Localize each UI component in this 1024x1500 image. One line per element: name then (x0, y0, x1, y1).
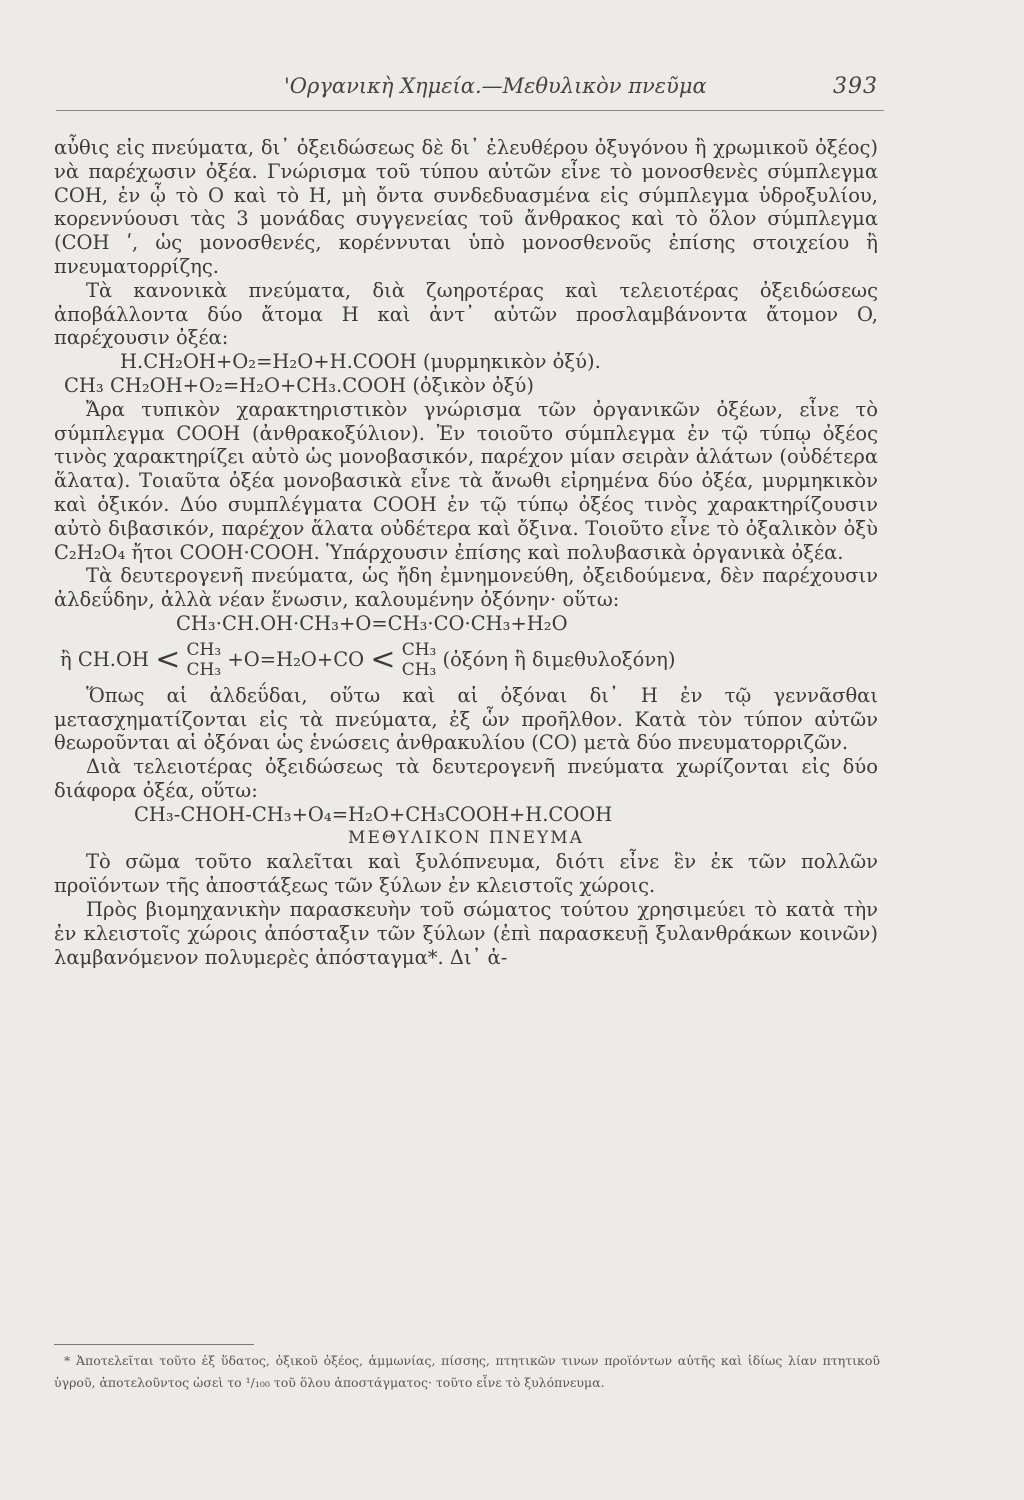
paragraph-1: αὖθις εἰς πνεύματα, δι᾽ ὀξειδώσεως δὲ δι᾽ ἐλευθέρου ὀξυγόνου ἢ χρωμικοῦ ὀξέος) νὰ παρέχωσιν ὀξέα. Γνώρισμα τοῦ τύπου αὐτῶν εἶνε τὸ μονοσθενὲς σύμπλεγμα COH, ἐν ᾧ τὸ O καὶ τὸ H, μὴ ὄντα συνδεδυασμένα εἰς σύμπλεγμα ὑδροξυλίου, κορεννύουσι τὰς 3 μονάδας συγγενείας τοῦ ἄνθρακος καὶ τὸ ὅλον σύμπλεγμα (COH ʹ, ὡς μονοσθενές, κορέννυται ὑπὸ μονοσθενοῦς ἐπίσης στοιχείου ἢ πνευματορρίζης. (54, 136, 878, 278)
formula-suffix: (ὀξόνη ἢ διμεθυλοξόνη) (442, 647, 676, 671)
footnotes (54, 1350, 880, 1394)
formula-ketone-branched (54, 636, 878, 684)
formula-secondary-oxidation: CH₃-CHOH-CH₃+O₄=H₂O+CH₃COOH+H.COOH (134, 802, 613, 826)
footnote-1: * Ἀποτελεῖται τοῦτο ἐξ ὕδατος, ὀξικοῦ ὀξέος, ἀμμωνίας, πίσσης, πτητικῶν τινων προϊόντων αὐτῆς καὶ ἰδίως λίαν πτητικοῦ ὑγροῦ, ἀποτελοῦντος ὡσεὶ το ¹/₁₀₀ τοῦ ὅλου ἀποστάγματος· τοῦτο εἶνε τὸ ξυλόπνευμα. (54, 1353, 880, 1390)
branch-group-2 (402, 640, 437, 680)
formula-formic-acid: H.CH₂OH+O₂=H₂O+H.COOH (μυρμηκικὸν ὀξύ). (120, 350, 601, 374)
formula-ketone-oxidation: CH₃·CH.OH·CH₃+O=CH₃·CO·CH₃+H₂O (176, 611, 568, 635)
paragraph-2: Τὰ κανονικὰ πνεύματα, διὰ ζωηροτέρας καὶ τελειοτέρας ὀξειδώσεως ἀποβάλλοντα δύο ἄτομα H καὶ ἀντ᾽ αὐτῶν προσλαμβάνοντα ἄτομον O, παρέχουσιν ὀξέα: (54, 278, 878, 350)
branch-top-label: CH₃ (186, 640, 222, 661)
paragraph-3: Ἄρα τυπικὸν χαρακτηριστικὸν γνώρισμα τῶν ὀργανικῶν ὀξέων, εἶνε τὸ σύμπλεγμα COOH (ἀνθρακοξύλιον). Ἐν τοιοῦτο σύμπλεγμα ἐν τῷ τύπῳ ὀξέος τινὸς χαρακτηρίζει αὐτὸ ὡς μονοβασικόν, παρέχον μίαν σειρὰν ἁλάτων (οὐδέτερα ἅλατα). Τοιαῦτα ὀξέα μονοβασικὰ εἶνε τὰ ἄνωθι εἰρημένα δύο ὀξέα, μυρμηκικὸν καὶ ὀξικόν. Δύο συμπλέγματα COOH ἐν τῷ τύπῳ ὀξέος τινὸς χαρακτηρίζουσιν αὐτὸ διβασικόν, παρέχον ἅλατα οὐδέτερα καὶ ὄξινα. Τοιοῦτο εἶνε τὸ ὀξαλικὸν ὀξὺ C₂H₂O₄ ἤτοι COOH·COOH. Ὑπάρχουσιν ἐπίσης καὶ πολυβασικὰ ὀργανικὰ ὀξέα. (54, 397, 878, 564)
formula-acetic-acid: CH₃ CH₂OH+O₂=H₂O+CH₃.COOH (ὀξικὸν ὀξύ) (64, 373, 534, 397)
running-title: 'Οργανικὴ Χημεία.—Μεθυλικὸν πνεῦμα (284, 74, 707, 98)
branch-symbol: < (155, 642, 181, 678)
paragraph-5: Ὅπως αἱ ἀλδεΰδαι, οὕτω καὶ αἱ ὀξόναι δι᾽ H ἐν τῷ γεννᾶσθαι μετασχηματίζονται εἰς τὰ πνεύματα, ἐξ ὧν προῆλθον. Κατὰ τὸν τύπον αὐτῶν θεωροῦνται αἱ ὀξόναι ὡς ἑνώσεις ἀνθρακυλίου (CO) μετὰ δύο πνευματορριζῶν. (54, 683, 878, 755)
branch-bottom-label: CH₃ (401, 660, 437, 681)
page-body (54, 136, 878, 969)
page-number: 393 (833, 74, 878, 99)
section-heading: ΜΕΘΥΛΙΚΟΝ ΠΝΕΥΜΑ (348, 827, 584, 848)
paragraph-7: Τὸ σῶμα τοῦτο καλεῖται καὶ ξυλόπνευμα, διότι εἶνε ἓν ἐκ τῶν πολλῶν προϊόντων τῆς ἀποστάξεως τῶν ξύλων ἐν κλειστοῖς χώροις. (54, 850, 878, 898)
branch-top-label: CH₃ (401, 640, 437, 661)
branch-group-1 (187, 640, 222, 680)
branch-symbol: < (370, 642, 396, 678)
paragraph-6: Διὰ τελειοτέρας ὀξειδώσεως τὰ δευτερογενῆ πνεύματα χωρίζονται εἰς δύο διάφορα ὀξέα, οὕτω: (54, 755, 878, 802)
paragraph-4: Τὰ δευτερογενῆ πνεύματα, ὡς ἤδη ἐμνημονεύθη, ὀξειδούμενα, δὲν παρέχουσιν ἀλδεΰδην, ἀλλὰ νέαν ἕνωσιν, καλουμένην ὀξόνην· οὕτω: (54, 564, 878, 612)
header-rule (56, 110, 884, 111)
formula-prefix: ἢ CH.OH (60, 647, 149, 671)
branch-bottom-label: CH₃ (186, 660, 222, 681)
formula-middle: +O=H₂O+CO (227, 647, 365, 671)
paragraph-8: Πρὸς βιομηχανικὴν παρασκευὴν τοῦ σώματος τούτου χρησιμεύει τὸ κατὰ τὴν ἐν κλειστοῖς χώροις ἀπόσταξιν τῶν ξύλων (ἐπὶ παρασκευῇ ξυλανθράκων κοινῶν) λαμβανόμενον πολυμερὲς ἀπόσταγμα*. Δι᾽ ἀ- (54, 897, 878, 969)
running-header (56, 70, 878, 110)
footnote-rule (54, 1344, 254, 1345)
